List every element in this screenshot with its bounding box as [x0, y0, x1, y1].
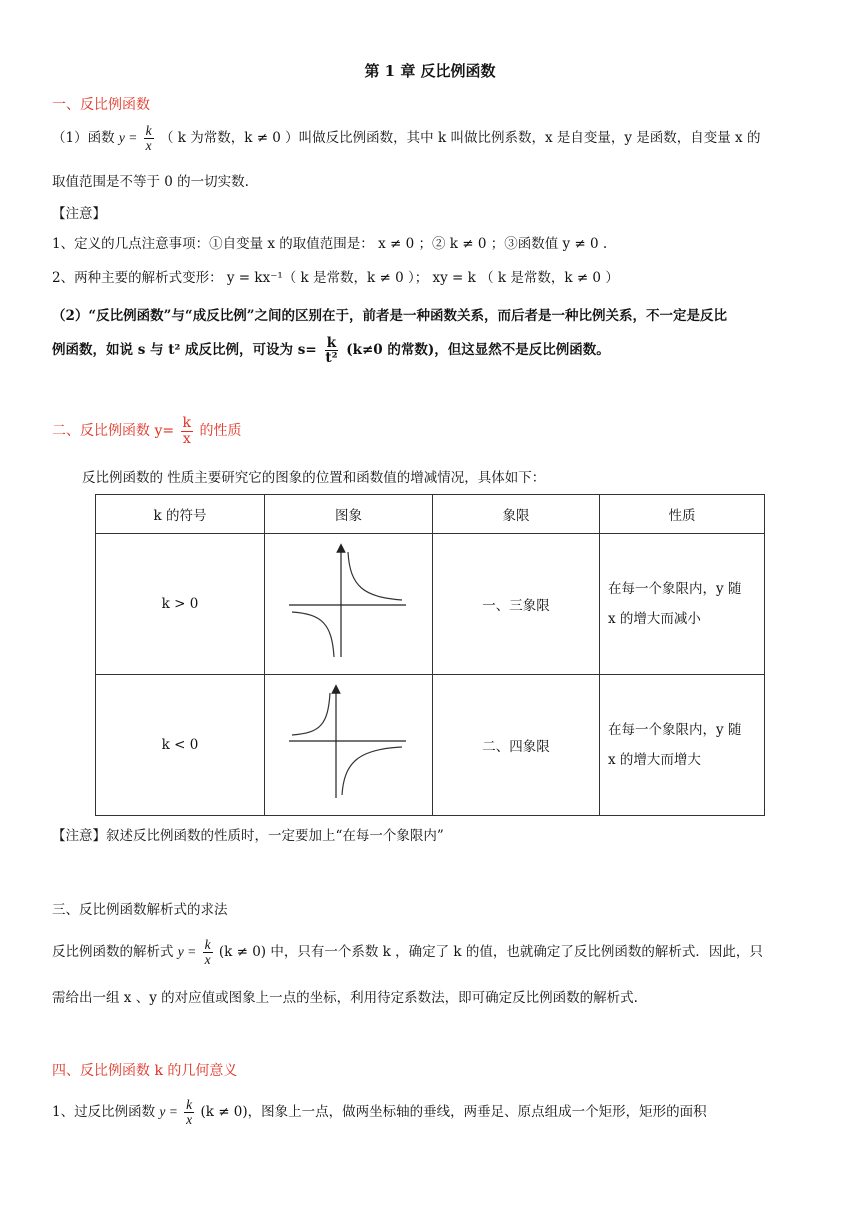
fraction-k-over-x: $\frac{k}{x}$	[186, 1097, 193, 1128]
row-2-property-line-2: x 的增大而增大	[608, 752, 701, 768]
row-2-property-line-1: 在每一个象限内，y 随	[608, 722, 742, 738]
function-y: y =	[177, 944, 197, 960]
function-y: y =	[159, 1104, 178, 1120]
row-2-quadrant: 二、四象限	[433, 675, 600, 816]
section-4-prefix: 1、过反比例函数	[52, 1104, 156, 1121]
definition-line-2: 取值范围是不等于 0 的一切实数.	[52, 174, 249, 190]
curve-quadrant-1	[348, 552, 402, 600]
row-2-property	[600, 675, 765, 816]
table-header-row	[96, 495, 765, 534]
curve-quadrant-3	[292, 612, 334, 657]
distinction-suffix: (k≠0 的常数)，但这显然不是反比例函数。	[346, 342, 610, 359]
section-3-heading: 三、反比例函数解析式的求法	[52, 902, 228, 918]
section-3-prefix: 反比例函数的解析式	[52, 944, 174, 961]
graph-k-positive	[284, 542, 414, 662]
distinction-line-2	[52, 336, 610, 365]
table-row	[96, 675, 765, 816]
graph-k-negative	[284, 683, 414, 803]
definition-prefix: （1）函数	[52, 130, 115, 147]
row-1-sign: k > 0	[96, 534, 265, 675]
row-1-quadrant: 一、三象限	[433, 534, 600, 675]
curve-quadrant-2	[292, 693, 330, 735]
definition-line-1	[52, 124, 760, 153]
section-2-heading	[52, 416, 241, 446]
section-3-suffix: (k ≠ 0) 中，只有一个系数 k ，确定了 k 的值，也就确定了反比例函数的解析式．因此，只	[218, 944, 763, 961]
row-1-property-line-1: 在每一个象限内，y 随	[608, 581, 742, 597]
row-1-property	[600, 534, 765, 675]
row-1-property-line-2: x 的增大而减小	[608, 611, 701, 627]
page-title: 第 1 章 反比例函数	[364, 62, 496, 80]
definition-text: （ k 为常数，k ≠ 0 ）叫做反比例函数，其中 k 叫做比例系数，x 是自变量，y 是函数，自变量 x 的	[159, 130, 761, 147]
section-3-line-1	[52, 938, 763, 967]
table-row	[96, 534, 765, 675]
distinction-prefix: 例函数，如说 s 与 t² 成反比例，可设为 s=	[52, 342, 317, 359]
header-property: 性质	[600, 495, 765, 534]
header-graph: 图象	[265, 495, 433, 534]
fraction-k-over-x: $\frac{k}{x}$	[145, 123, 152, 154]
row-1-graph	[265, 534, 433, 675]
note-label: 【注意】	[52, 206, 106, 222]
function-y: y =	[118, 130, 138, 146]
row-2-sign: k < 0	[96, 675, 265, 816]
section-4-suffix: (k ≠ 0)，图象上一点，做两坐标轴的垂线，两垂足、原点组成一个矩形，矩形的面积	[200, 1104, 707, 1121]
note-1: 1、定义的几点注意事项：①自变量 x 的取值范围是： x ≠ 0 ；② k ≠ 0 ；③函数值 y ≠ 0 .	[52, 236, 608, 252]
section-4-heading: 四、反比例函数 k 的几何意义	[52, 1063, 238, 1079]
section-4-line-1	[52, 1098, 707, 1127]
distinction-line-1: （2）“反比例函数”与“成反比例”之间的区别在于，前者是一种函数关系，而后者是一种比例关系，不一定是反比	[52, 308, 727, 324]
header-quadrant: 象限	[433, 495, 600, 534]
fraction-k-over-t2: $\frac{k}{\text{t²}}$	[325, 335, 338, 367]
section-2-note: 【注意】叙述反比例函数的性质时，一定要加上“在每一个象限内”	[52, 828, 444, 844]
curve-quadrant-4	[342, 747, 402, 795]
note-2: 2、两种主要的解析式变形： y = kx⁻¹（ k 是常数，k ≠ 0 ）； xy = k （ k 是常数，k ≠ 0 ）	[52, 270, 619, 286]
section-2-heading-prefix: 二、反比例函数 y=	[52, 423, 175, 440]
header-sign: k 的符号	[96, 495, 265, 534]
fraction-k-over-x: $\frac{k}{x}$	[204, 937, 211, 968]
section-2-heading-suffix: 的性质	[199, 423, 242, 440]
row-2-graph	[265, 675, 433, 816]
fraction-heading: $\frac{k}{x}$	[182, 415, 192, 447]
section-3-line-2: 需给出一组 x 、y 的对应值或图象上一点的坐标，利用待定系数法，即可确定反比例函数的解析式.	[52, 990, 638, 1006]
properties-table	[95, 494, 765, 816]
section-1-heading: 一、反比例函数	[52, 97, 150, 113]
properties-intro: 反比例函数的 性质主要研究它的图象的位置和函数值的增减情况，具体如下：	[82, 470, 546, 486]
